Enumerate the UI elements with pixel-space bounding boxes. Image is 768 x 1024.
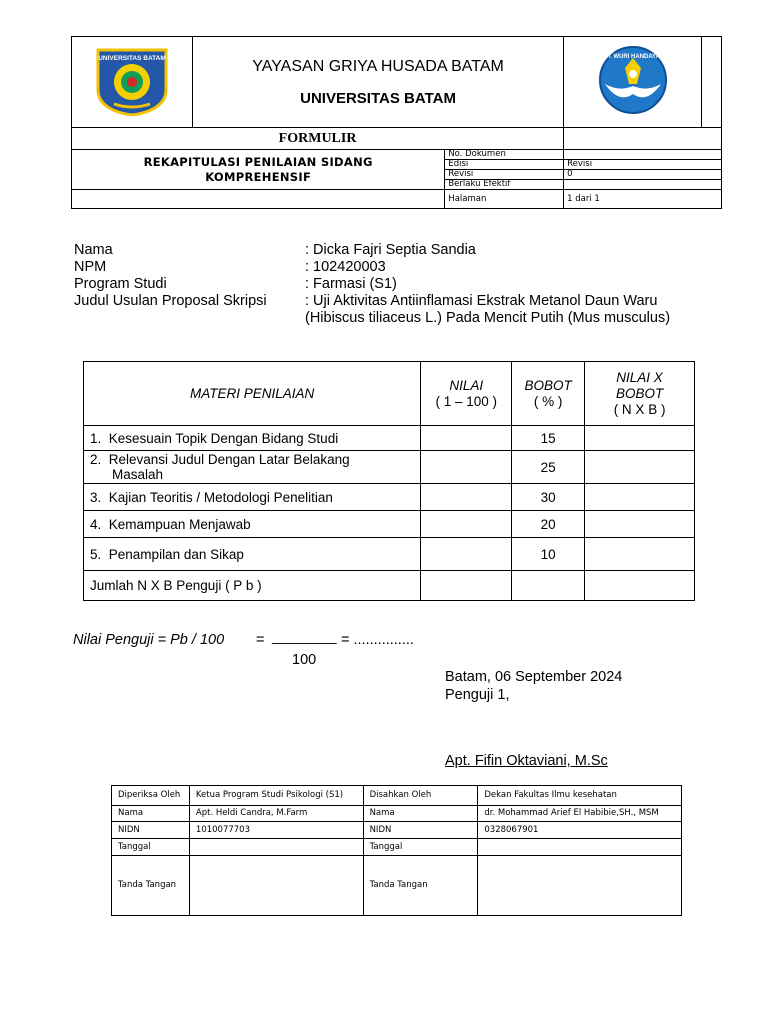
document-title-cell (72, 150, 445, 190)
left-logo-cell (72, 37, 193, 128)
checked-by-label: Diperiksa Oleh (112, 786, 190, 806)
nxb-cell (585, 426, 695, 451)
meta-label-berlaku: Berlaku Efektif (445, 180, 564, 190)
date-value-right (478, 839, 682, 856)
date-label-right: Tanggal (363, 839, 478, 856)
thesis-title-value-line1: : Uji Aktivitas Antiinflamasi Ekstrak Metanol Daun Waru (305, 293, 658, 309)
meta-label-halaman: Halaman (445, 190, 564, 209)
right-logo-cell (564, 37, 702, 128)
program-value: : Farmasi (S1) (305, 276, 397, 292)
meta-value-revisi: 0 (564, 170, 722, 180)
table-row (84, 426, 695, 451)
bobot-cell: 10 (512, 538, 585, 571)
left-logo-text: UNIVERSITAS BATAM (98, 54, 166, 62)
total-bobot-cell (512, 571, 585, 601)
nilai-cell (421, 451, 512, 484)
form-label: FORMULIR (72, 128, 564, 150)
halaman-left-cell (72, 190, 445, 209)
formula-result: = ............... (341, 632, 414, 648)
table-row (84, 538, 695, 571)
bobot-cell: 30 (512, 484, 585, 511)
checked-by-title: Ketua Program Studi Psikologi (S1) (189, 786, 363, 806)
table-row (112, 839, 682, 856)
criteria-cell: 3. Kajian Teoritis / Metodologi Penelitian (84, 484, 421, 511)
name-value: : Dicka Fajri Septia Sandia (305, 242, 476, 258)
examiner-role: Penguji 1, (445, 687, 510, 703)
foundation-name: YAYASAN GRIYA HUSADA BATAM (252, 57, 504, 75)
bobot-cell: 15 (512, 426, 585, 451)
nidn-value-right: 0328067901 (478, 822, 682, 839)
criteria-cell: 2. Relevansi Judul Dengan Latar Belakang Masalah (84, 451, 421, 484)
header-nxb: NILAI X BOBOT ( N X B ) (585, 362, 695, 426)
name-label: Nama (74, 242, 113, 258)
header-right-margin-cell (702, 37, 722, 128)
signature-value-left (189, 856, 363, 916)
header-nilai: NILAI ( 1 – 100 ) (421, 362, 512, 426)
meta-value-edisi: Revisi (564, 160, 722, 170)
table-row (84, 484, 695, 511)
thesis-title-label: Judul Usulan Proposal Skripsi (74, 293, 267, 309)
nilai-cell (421, 484, 512, 511)
assessment-header-row (84, 362, 695, 426)
bobot-cell: 25 (512, 451, 585, 484)
thesis-title-value-line2: (Hibiscus tiliaceus L.) Pada Mencit Putih (Mus musculus) (305, 310, 671, 326)
signature-value-right (478, 856, 682, 916)
signature-label-left: Tanda Tangan (112, 856, 190, 916)
nidn-label-left: NIDN (112, 822, 190, 839)
date-label-left: Tanggal (112, 839, 190, 856)
formula-blank: ________ (272, 629, 337, 645)
approved-by-title: Dekan Fakultas Ilmu kesehatan (478, 786, 682, 806)
criteria-cell: 5. Penampilan dan Sikap (84, 538, 421, 571)
form-label-right-cell (564, 128, 722, 150)
table-row (112, 856, 682, 916)
tut-wuri-handayani-logo (585, 44, 681, 116)
formula-lhs: Nilai Penguji = Pb / 100 (73, 632, 225, 648)
header-materi: MATERI PENILAIAN (84, 362, 421, 426)
meta-label-edisi: Edisi (445, 160, 564, 170)
table-row (112, 822, 682, 839)
institution-name-cell (192, 37, 563, 128)
document-header-table (71, 36, 722, 209)
nilai-cell (421, 538, 512, 571)
meta-label-revisi: Revisi (445, 170, 564, 180)
meta-value-berlaku (564, 180, 722, 190)
place-date: Batam, 06 September 2024 (445, 669, 623, 685)
university-name: UNIVERSITAS BATAM (300, 89, 456, 107)
examiner-name: Apt. Fifin Oktaviani, M.Sc (445, 753, 608, 769)
name-value-right: dr. Mohammad Arief El Habibie,SH., MSM (478, 806, 682, 822)
table-row (112, 806, 682, 822)
criteria-cell: 1. Kesesuain Topik Dengan Bidang Studi (84, 426, 421, 451)
signature-label-right: Tanda Tangan (363, 856, 478, 916)
assessment-table (83, 361, 695, 601)
name-label-right: Nama (363, 806, 478, 822)
nidn-value-left: 1010077703 (189, 822, 363, 839)
universitas-batam-logo (86, 44, 178, 116)
table-row (84, 511, 695, 538)
npm-label: NPM (74, 259, 107, 275)
approved-by-label: Disahkan Oleh (363, 786, 478, 806)
nxb-cell (585, 451, 695, 484)
criteria-cell: 4. Kemampuan Menjawab (84, 511, 421, 538)
right-logo-text: TUT WURI HANDAYANI (599, 53, 666, 60)
total-nxb-cell (585, 571, 695, 601)
nilai-cell (421, 511, 512, 538)
npm-value: : 102420003 (305, 259, 386, 275)
approval-table (111, 785, 682, 916)
nxb-cell (585, 511, 695, 538)
nxb-cell (585, 538, 695, 571)
total-nilai-cell (421, 571, 512, 601)
bobot-cell: 20 (512, 511, 585, 538)
document-title-line1: REKAPITULASI PENILAIAN SIDANG (143, 154, 373, 169)
date-value-left (189, 839, 363, 856)
nxb-cell (585, 484, 695, 511)
formula-denominator: 100 (292, 652, 317, 668)
program-label: Program Studi (74, 276, 167, 292)
formula-equals: = (256, 632, 265, 648)
nidn-label-right: NIDN (363, 822, 478, 839)
meta-value-halaman: 1 dari 1 (564, 190, 722, 209)
header-bobot: BOBOT ( % ) (512, 362, 585, 426)
name-value-left: Apt. Heldi Candra, M.Farm (189, 806, 363, 822)
meta-value-no-dokumen (564, 150, 722, 160)
nilai-cell (421, 426, 512, 451)
name-label-left: Nama (112, 806, 190, 822)
total-row (84, 571, 695, 601)
document-title-line2: KOMPREHENSIF (205, 169, 312, 184)
meta-label-no-dokumen: No. Dokumen (445, 150, 564, 160)
table-row (112, 786, 682, 806)
table-row (84, 451, 695, 484)
total-label: Jumlah N X B Penguji ( P b ) (84, 571, 421, 601)
